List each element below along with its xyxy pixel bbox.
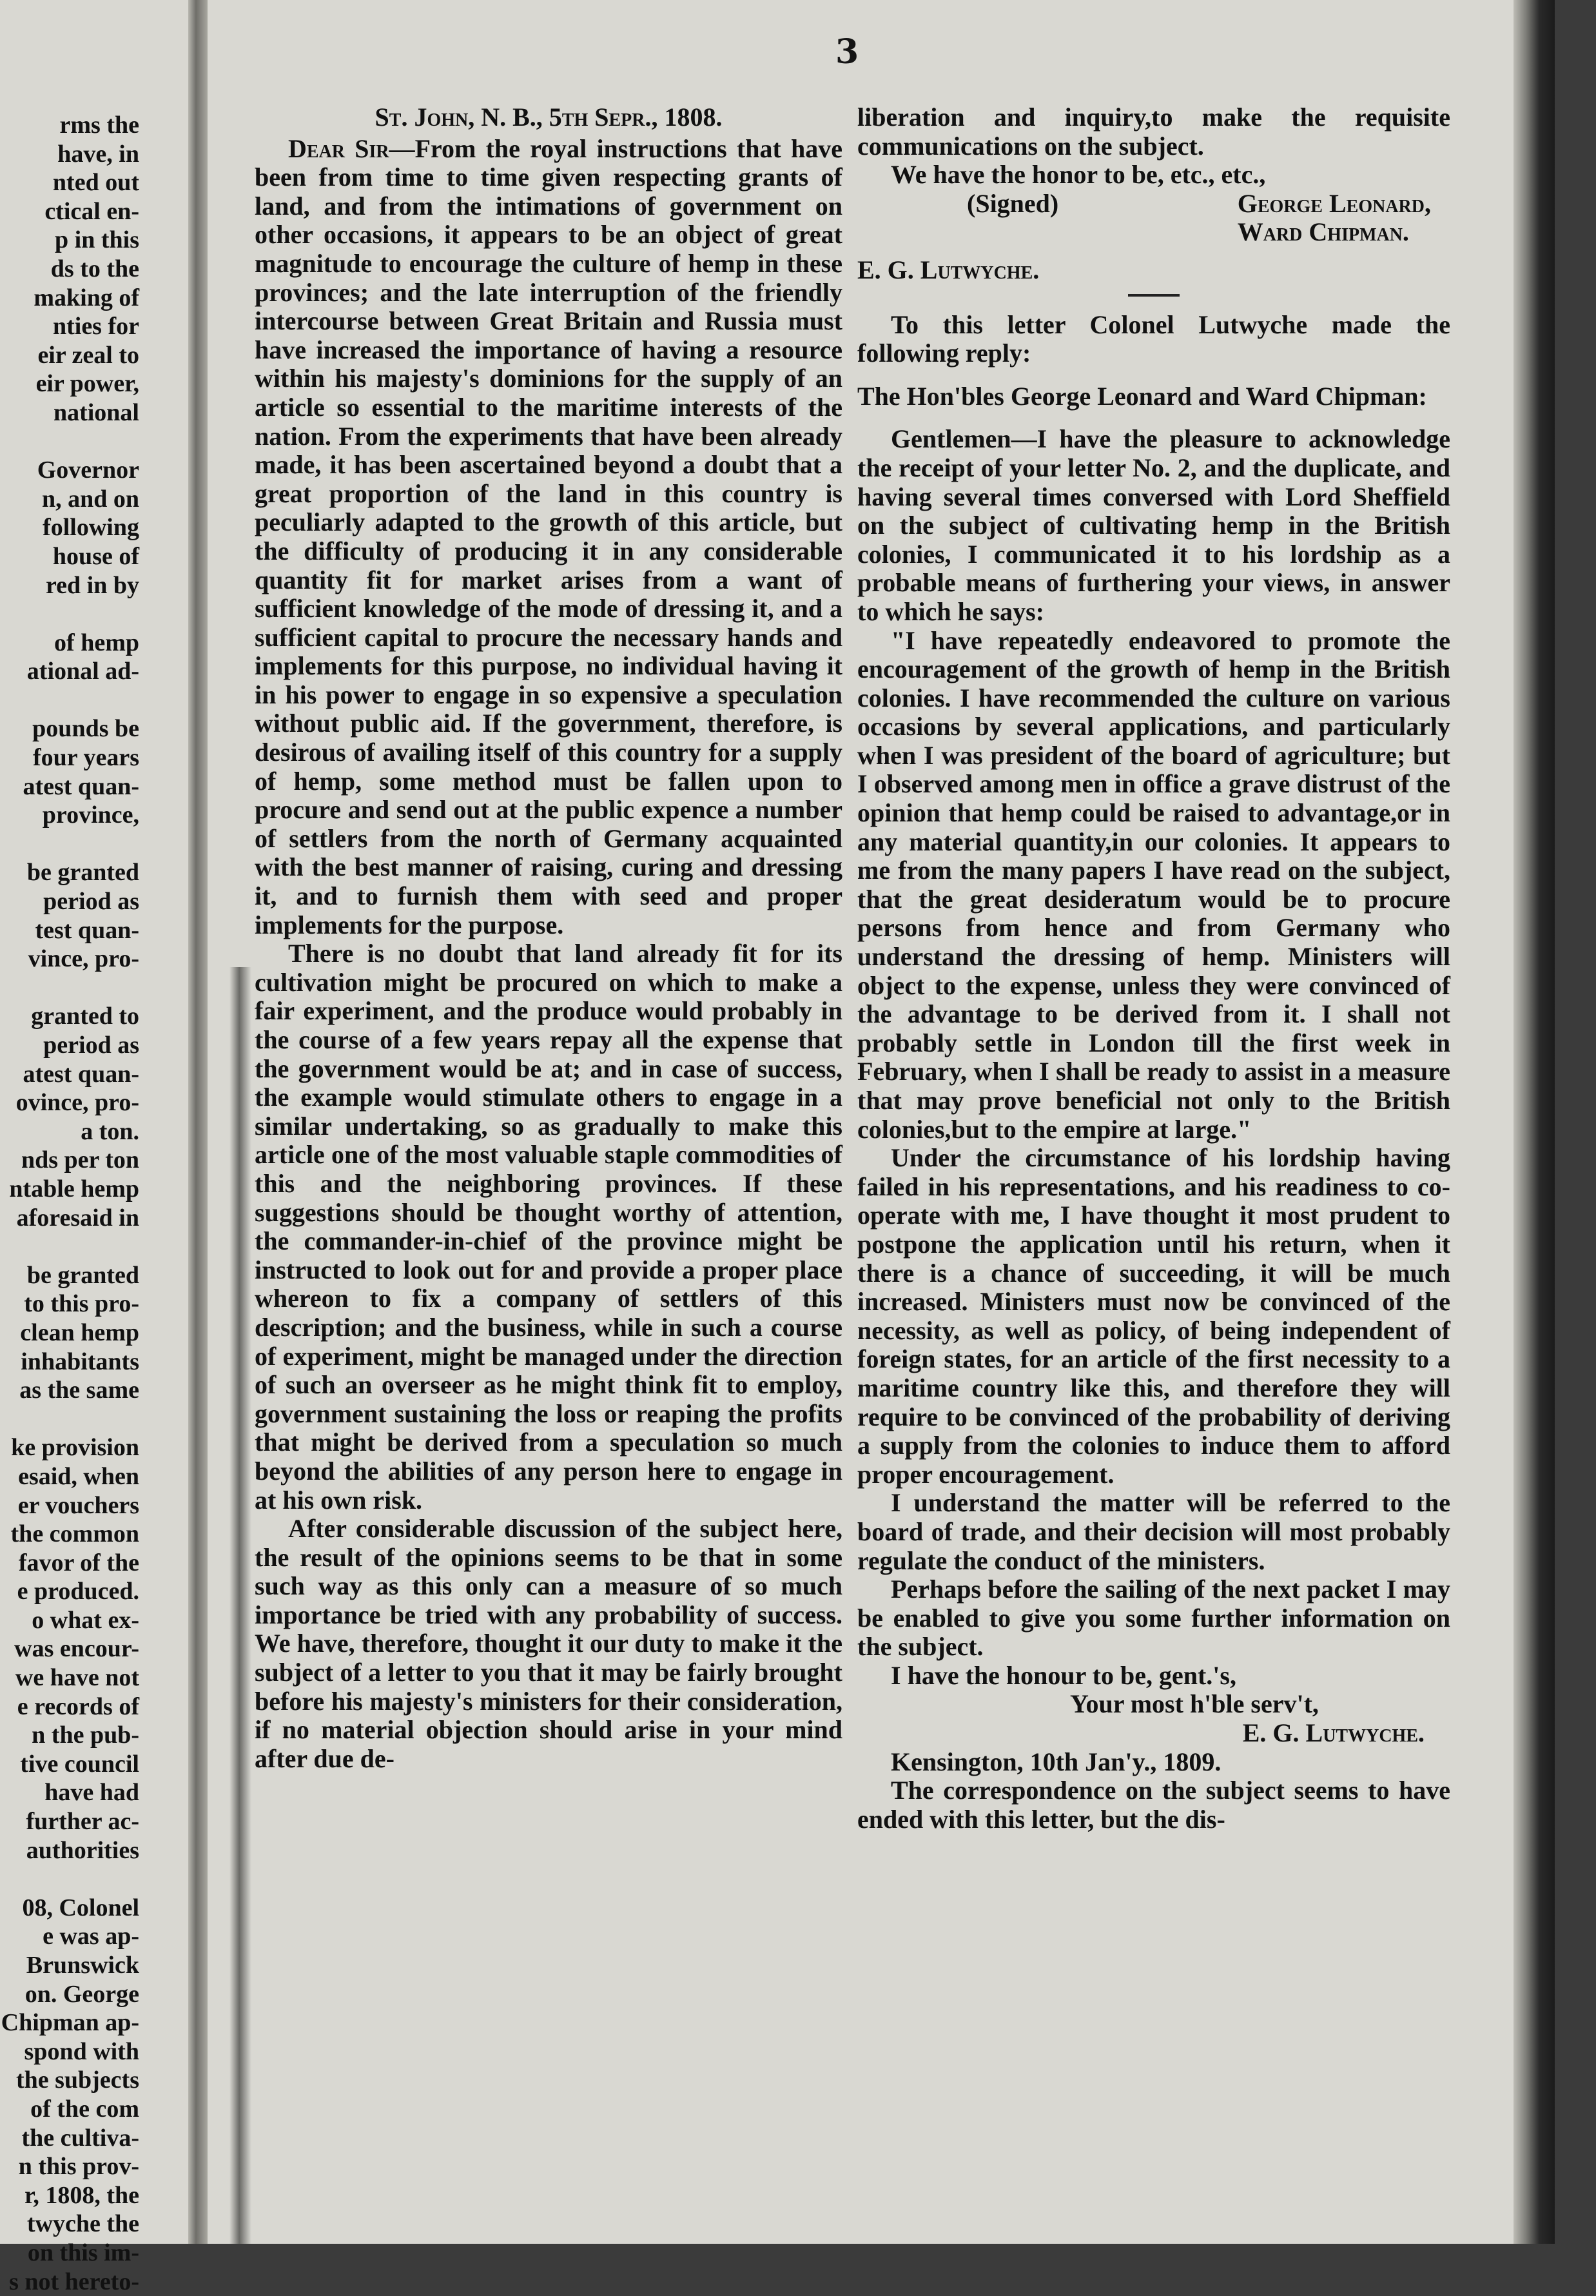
reply-intro: To this letter Colonel Lutwyche made the following reply: [857,309,1450,368]
left-column-line: have, in [57,140,139,168]
reply-quote: "I have repeatedly endeavored to promote the encouragement of the growth of hemp in the British colonies. I have recommended the culture on various occasions by several applications, and particularly when I was president of the board of agriculture; but I observed among men in office a grave distrust of the opinion that hemp could be raised to advantage,or in any material quantity,in our colonies. It appears to me from the many papers I have read on the subject, that the great desideratum would be to procure persons from hence and from Germany who understand the dressing of hemp. Ministers will object to the expense, unless they were convinced of the advantage to be derived from it. I shall not probably settle in London till the first week in February, when I shall be ready to assist in a measure that may prove beneficial not only to the British colonies,but to the empire at large." [857,625,1450,1144]
right-column [857,103,1450,1834]
left-column-line: be granted [26,859,139,887]
left-column-line [0,830,139,859]
left-column-line: eir power, [35,370,139,398]
reply-paragraph-1: Gentlemen—I have the pleasure to acknowledge the receipt of your letter No. 2, and the duplicate, and having several times conversed with Lord Sheffield on the subject of cultivating hemp in the British colonies, I communicated it to his lordship as a probable means of furthering your views, in answer to which he says: [857,424,1450,626]
left-column-line: e records of [17,1693,139,1720]
left-column-line: ntable hemp [9,1175,139,1202]
left-column-line [0,686,139,715]
left-column-line: red in by [45,571,139,599]
signed-label: (Signed) [967,188,1059,218]
left-column-line: spond with [24,2037,139,2065]
letter-paragraph-1 [255,135,842,940]
left-column-line: eir zeal to [37,341,139,369]
letter-signatures [857,190,1450,247]
left-column-line: favor of the [18,1549,139,1576]
left-column-line [0,974,139,1003]
left-column-line: province, [42,801,139,829]
left-column-line: esaid, when [18,1462,139,1490]
reply-paragraph-2: Under the circumstance of his lordship having failed in his representations, and his readiness to co-operate with me, I have thought it most prudent to postpone the application until his return, when it there is a chance of succeeding, it will be much increased. Ministers must now be convinced of the necessity, as well as policy, of being independent of foreign states, for an article of the first necessity to a maritime country like this, and therefore they will require to be convinced of the probability of deriving a supply from the colonies to induce them to afford proper encouragement. [857,1143,1450,1489]
left-column-line: a ton. [81,1117,139,1145]
left-column-line: Brunswick [26,1952,139,1979]
left-column-line: period as [43,1032,139,1059]
reply-closing-1: I have the honour to be, gent.'s, [891,1660,1236,1690]
letter-continuation: liberation and inquiry,to make the requisite communications on the subject. [857,103,1450,161]
left-column-line: ctical en- [44,197,139,225]
left-column-line: n this prov- [18,2153,139,2181]
left-column-line: o what ex- [32,1606,139,1634]
left-column-line: making of [34,284,139,311]
left-column-line: twyche the [26,2210,139,2238]
left-column-line: er vouchers [17,1491,139,1519]
reply-final: The correspondence on the subject seems to have ended with this letter, but the dis- [857,1776,1450,1834]
letter-addressee: E. G. Lutwyche. [857,255,1040,284]
left-column-line: e produced. [17,1578,139,1605]
left-column-line: s not hereto- [9,2268,139,2295]
left-column-line: vince, pro- [28,945,139,973]
left-column-line: nted out [52,169,139,197]
left-column-line: following [43,514,139,542]
left-column-line: ovince, pro- [15,1089,139,1117]
left-column-line: n, and on [41,485,139,513]
left-column-line: atest quan- [23,772,139,800]
page-edge-shadow [1513,0,1555,2244]
left-column-line: period as [43,888,139,916]
reply-paragraph-3: I understand the matter will be referred to the board of trade, and their decision will most probably regulate the conduct of the ministers. [857,1488,1450,1575]
column-gutter [188,0,208,2244]
signer-george-leonard: George Leonard, [1237,188,1431,218]
left-column-line: Chipman ap- [1,2009,139,2037]
reply-place-date: Kensington, 10th Jan'y., 1809. [891,1747,1221,1776]
left-column-line: test quan- [35,916,139,944]
signer-ward-chipman: Ward Chipman. [1237,217,1409,247]
left-column-line: p in this [55,226,139,254]
section-divider [1128,294,1180,297]
left-column-line: on. George [24,1980,139,2008]
letter-closing: We have the honor to be, etc., etc., [891,160,1266,190]
left-column-line: n the pub- [32,1722,139,1749]
left-column-line: authorities [26,1836,139,1864]
left-column-line: be granted [26,1261,139,1289]
letter-paragraph-3: After considerable discussion of the subject here, the result of the opinions seems to be that in some such way as this only can a measure of so much importance be tried with any probability of success. We have, therefore, thought it our duty to make it the subject of a letter to you that it may be fairly brought before his majesty's ministers for their consideration, if no material objection should arise in your mind after due de- [255,1514,842,1773]
left-column-line: nds per ton [21,1146,139,1174]
left-column-line: further ac- [26,1808,139,1836]
left-column-line: granted to [31,1003,139,1030]
left-column-line: clean hemp [20,1319,139,1346]
left-column-line [0,1865,139,1894]
left-column-line: 08, Colonel [22,1894,139,1921]
left-column-line [0,600,139,629]
left-column-line: nties for [52,313,139,340]
left-column-line: was encour- [14,1635,139,1663]
left-column-line: r, 1808, the [24,2181,139,2209]
left-column-line: atest quan- [23,1060,139,1088]
left-column-fragment [0,111,139,2296]
left-column-line: tive council [20,1750,139,1778]
letter-paragraph-2: There is no doubt that land already fit for its cultivation might be procured on which to make a fair experiment, and the produce would probably in the course of a few years repay all the expense that the government would be at; and in case of success, the example would stimulate others to engage in a similar undertaking, so as gradually to make this article one of the most valuable staple commodities of this and the neighboring provinces. If these suggestions should be thought worthy of attention, the commander-in-chief of the province might be instructed to look out for and provide a proper place whereon to fix a company of settlers of this description; and the business, while in such a course of experiment, might be managed under the direction of such an overseer as he might think fit to employ, government sustaining the loss or reaping the profits that might be derived from a speculation so much beyond the abilities of any person here to engage in at his own risk. [255,939,842,1515]
left-column-line [0,1232,139,1261]
left-column-line: ke provision [11,1434,139,1462]
reply-paragraph-4: Perhaps before the sailing of the next packet I may be enabled to give you some further information on the subject. [857,1575,1450,1662]
page-number: 3 [835,32,859,72]
left-column-line: house of [52,542,139,570]
left-column-line: national [53,398,139,426]
left-column-line [0,1405,139,1434]
left-column-line: four years [33,744,139,772]
letter-paragraph-1-text: —From the royal instructions that have been from time to time given respecting grants of land, and from the intimations of government on other occasions, it appears to be an object of great magnitude to encourage the culture of hemp in these provinces; and the late interruption of the friendly intercourse between Great Britain and Russia must have increased the importance of having a resource within his majesty's dominions for the supply of an article so essential to the maritime interests of the nation. From the experiments that have been already made, it has been ascertained beyond a doubt that a great proportion of the land in this country is peculiarly adapted to the growth of this article, but the difficulty of producing it in any considerable quantity fit for market arises from a want of sufficient knowledge of the mode of dressing it, and a sufficient capital to procure the necessary hands and implements for this purpose, no individual having it in his power to engage in so expensive a speculation without public aid. If the government, therefore, is desirous of availing itself of this country for a supply of hemp, some method must be fallen upon to procure and send out at the public expence a number of settlers from the north of Germany acquainted with the best manner of raising, curing and dressing it, and to furnish them with seed and proper implements for the purpose. [255,133,842,939]
left-column-line: of the com [30,2095,139,2123]
left-column-line: on this im- [27,2239,139,2266]
left-column-line: the cultiva- [21,2124,139,2152]
page-fold-shadow [229,967,251,2244]
reply-signature: E. G. Lutwyche. [1242,1718,1425,1748]
left-column-line: have had [44,1779,139,1807]
reply-addressees: The Hon'bles George Leonard and Ward Chipman: [857,381,1427,411]
left-column-line: inhabitants [21,1348,139,1375]
left-column-line [0,427,139,456]
signer-names [1238,190,1431,247]
middle-column [255,103,842,1773]
left-column-line: Governor [37,456,139,484]
letter-salutation: Dear Sir [288,133,389,163]
left-column-line: we have not [15,1664,139,1692]
left-column-line: of hemp [54,629,139,656]
letter-dateline: St. John, N. B., 5th Sepr., 1808. [375,103,723,132]
left-column-line: to this pro- [24,1290,139,1318]
reply-closing-2: Your most h'ble serv't, [1070,1689,1319,1719]
left-column-line: ational ad- [26,658,139,685]
left-column-line: e was ap- [43,1923,139,1950]
left-column-line: pounds be [32,715,139,743]
left-column-line: the subjects [15,2066,139,2094]
left-column-line: as the same [19,1377,139,1404]
left-column-line: ds to the [50,255,139,282]
left-column-line: the common [10,1520,139,1548]
left-column-line: aforesaid in [16,1204,139,1231]
left-column-line: rms the [59,112,139,139]
